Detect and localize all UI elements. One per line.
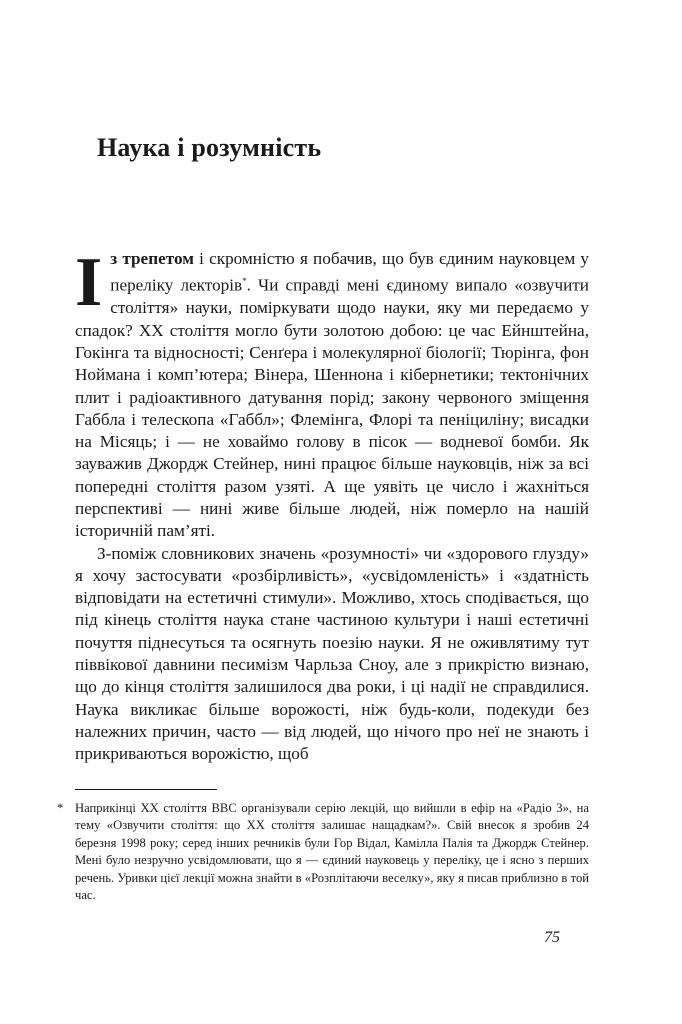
- lead-in-text: з трепетом: [110, 249, 194, 268]
- footnote-divider: [75, 789, 217, 790]
- page-number: 75: [544, 929, 560, 946]
- paragraph-1-text: і скромністю я побачив, що був єдиним науковцем у переліку лекторів: [110, 249, 589, 296]
- footnote-text: Наприкінці XX століття BBC організували серію лекцій, що вийшли в ефір на «Радіо 3», на тему «Озвучити століття: що XX століття залишає нащадкам?». Свій внесок я зробив 24 березня 1998 року; серед інших речників були Гор Відал, Камілла Палія та Джордж Стейнер. Мені було незручно усвідомлювати, що я — єдиний науковець у переліку, це і ясно з перших речень. Уривки цієї лекції можна знайти в «Розплітаючи веселку», яку я писав приблизно в той час.: [75, 801, 589, 903]
- paragraph-2: З-поміж словникових значень «розумності» чи «здорового глузду» я хочу застосувати «розбірливість», «усвідомленість» і «здатність відповідати на естетичні стимули». Можливо, хтось сподівається, що під кінець століття наука стане частиною культури і наші естетичні почуття піднесуться та осягнуть поезію науки. Я не оживлятиму тут піввікової давнини песимізм Чарльза Сноу, але з прикрістю визнаю, що до кінця століття залишилося два роки, і ці надії не справдилися. Наука викликає більше ворожості, ніж будь-коли, подекуди без належних причин, часто — від людей, що нічого про неї не знають і прикриваються ворожістю, щоб: [75, 543, 589, 764]
- drop-cap: І: [75, 244, 103, 321]
- footnote-reference[interactable]: *: [242, 276, 247, 287]
- body-text: [75, 244, 590, 766]
- footnote-marker: *: [57, 801, 64, 815]
- footnote: [57, 800, 589, 904]
- paragraph-1: [75, 244, 590, 543]
- chapter-title: Наука і розумність: [97, 133, 322, 162]
- paragraph-1-continued: . Чи справді мені єдиному випало «озвучити століття» науки, поміркувати щодо науки, яку ми передаємо у спадок? XX століття могло бути золотою добою: це час Ейнштейна, Гокінга та відносності; Сенґера і молекулярної біології; Тюрінга, фон Ноймана і комп’ютера; Вінера, Шеннона і кібернетики; тектонічних плит і радіоактивного датування порід; закону червоного зміщення Габбла і телескопа «Габбл»; Флемінга, Флорі та пеніциліну; висадки на Місяць; і — не ховаймо голову в пісок — водневої бомби. Як зауважив Джордж Стейнер, нині працює більше науковців, ніж за всі попередні століття разом узяті. А ще уявіть це число і жахніться перспективі — нині живе більше людей, ніж померло на нашій історичній пам’яті.: [75, 276, 590, 541]
